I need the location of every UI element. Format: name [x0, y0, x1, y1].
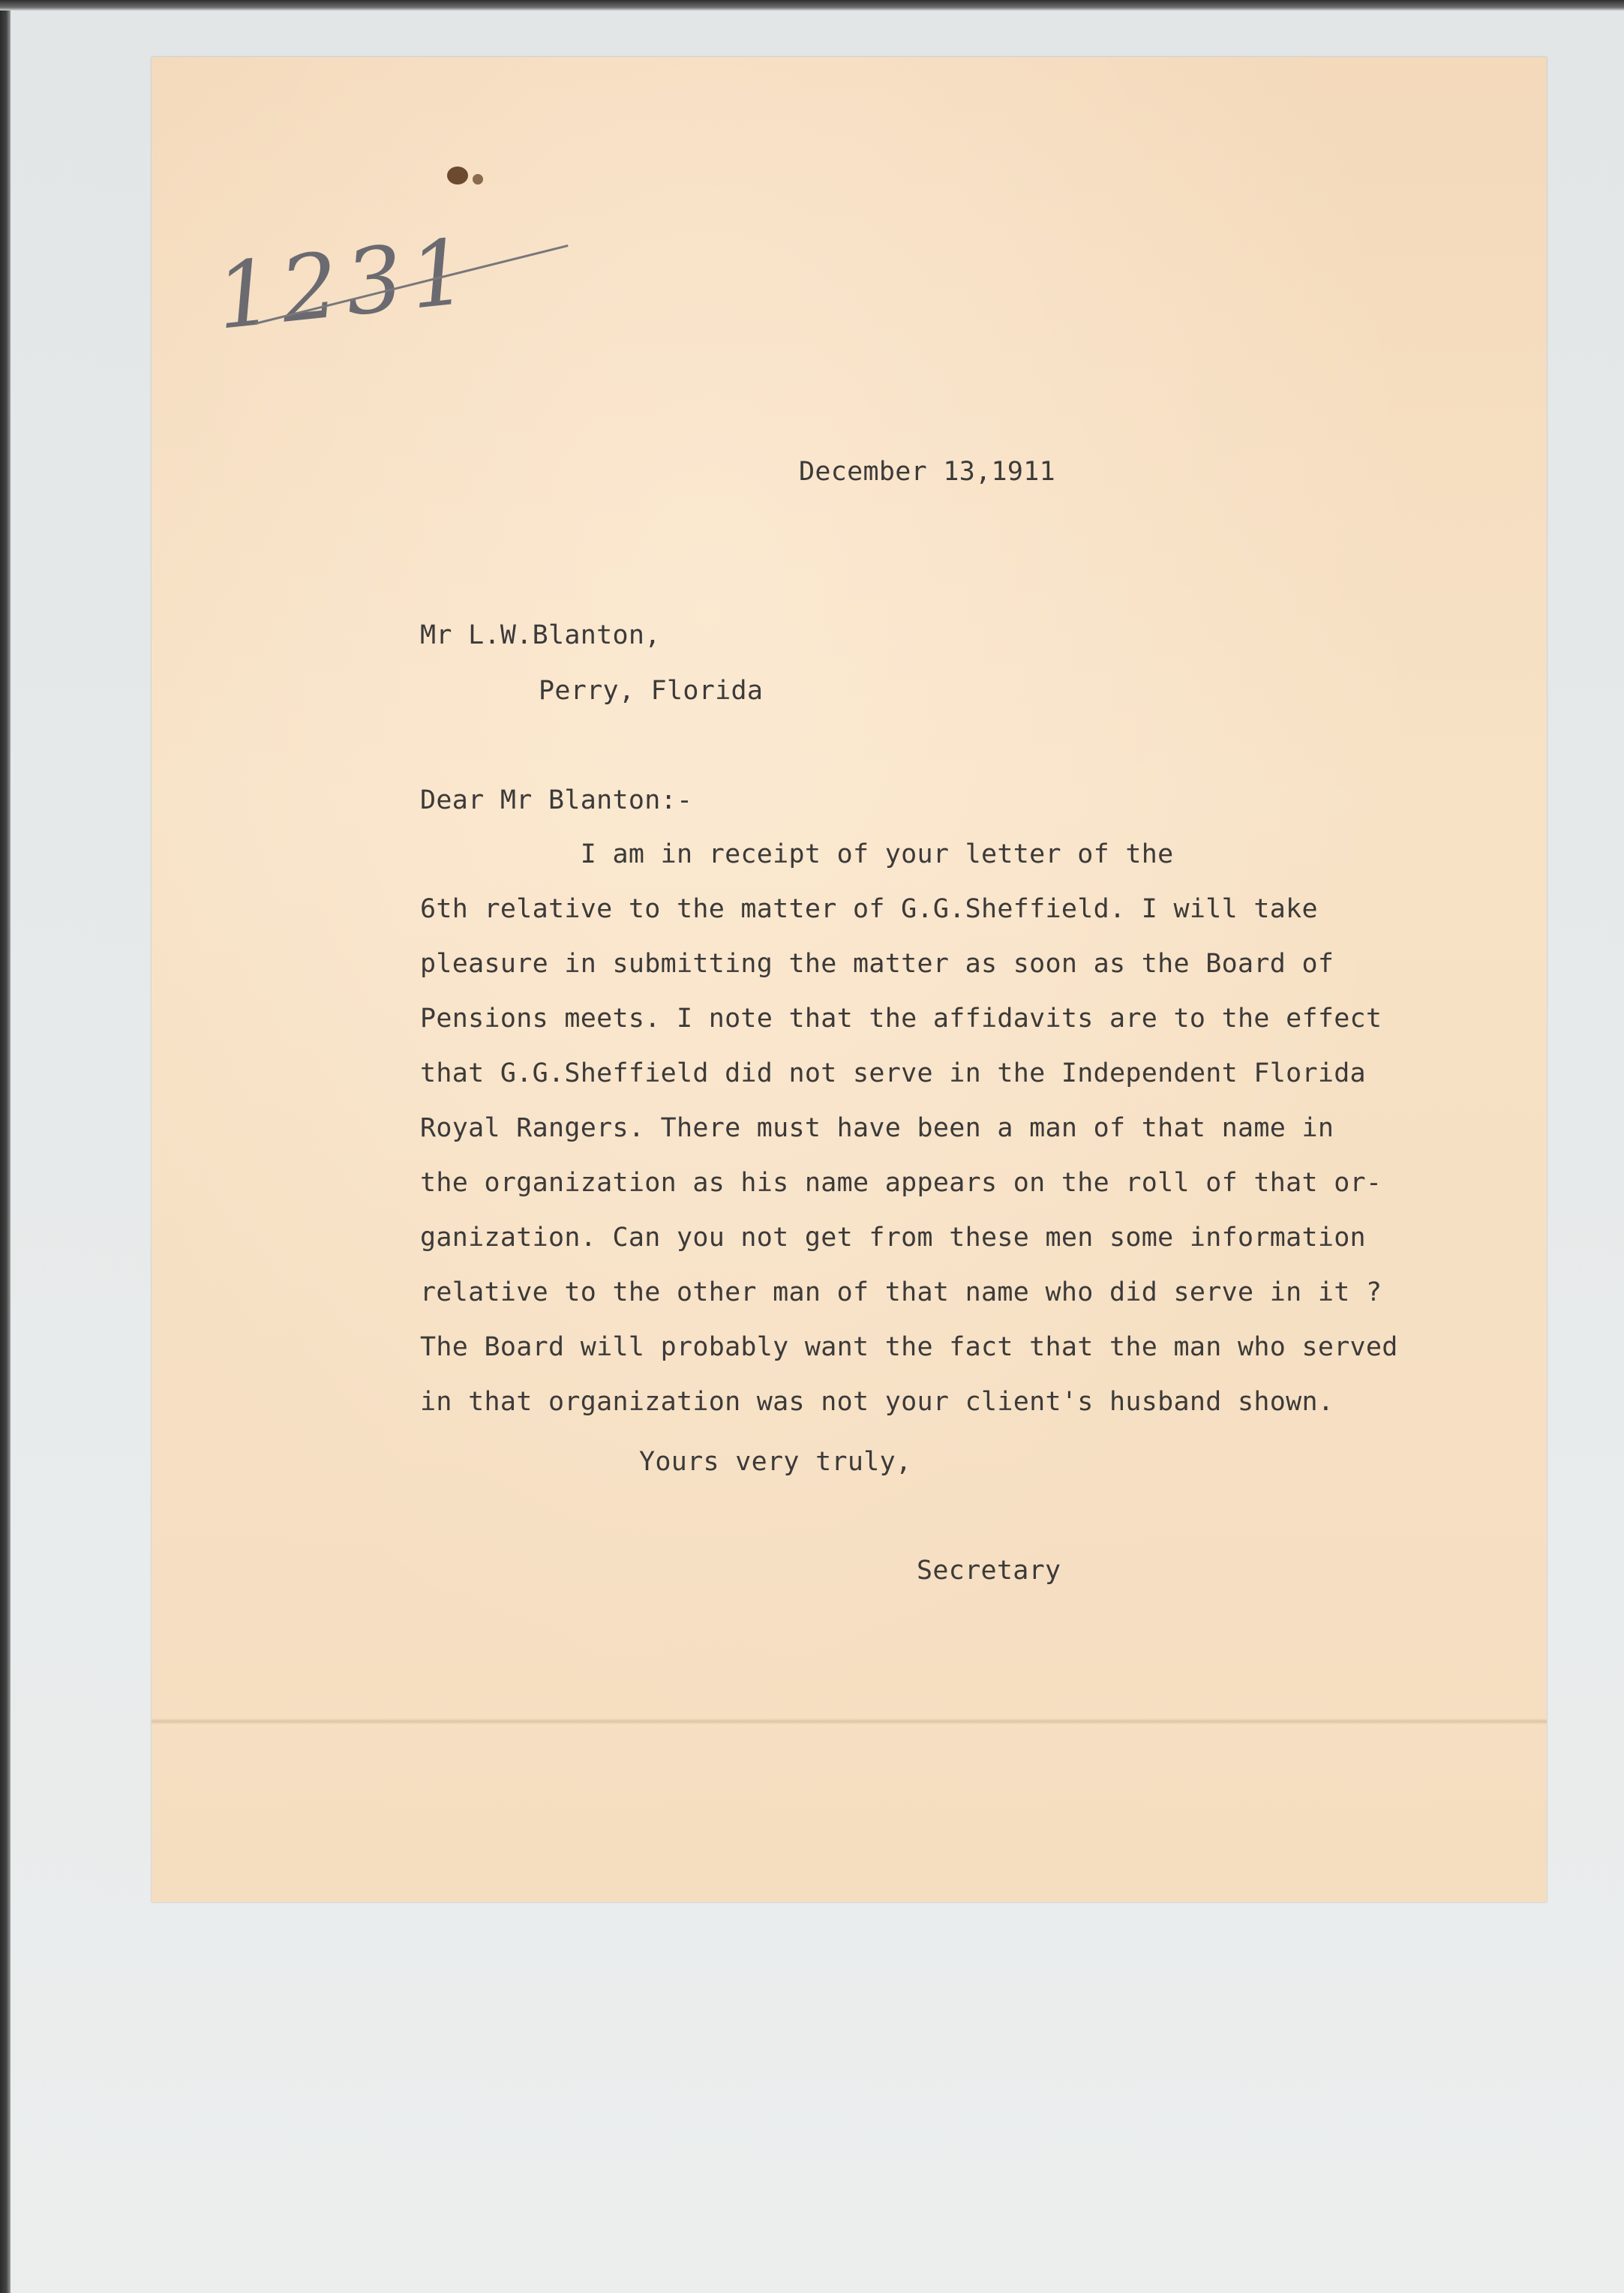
body-line: Royal Rangers. There must have been a man of that name in — [420, 1113, 1334, 1143]
body-line: that G.G.Sheffield did not serve in the Independent Florida — [420, 1058, 1366, 1088]
scan-top-edge — [0, 0, 1624, 11]
body-line: The Board will probably want the fact that the man who served — [420, 1332, 1398, 1362]
salutation: Dear Mr Blanton:- — [420, 785, 693, 815]
ink-stain-small — [473, 174, 483, 185]
body-line: relative to the other man of that name who did serve in it ? — [420, 1277, 1382, 1307]
body-line: I am in receipt of your letter of the — [420, 839, 1174, 869]
signature-title: Secretary — [917, 1556, 1061, 1586]
body-line: pleasure in submitting the matter as soon as the Board of — [420, 949, 1334, 979]
recipient-city: Perry, Florida — [539, 676, 764, 706]
body-line: 6th relative to the matter of G.G.Sheffield. I will take — [420, 894, 1318, 924]
letter-date: December 13,1911 — [799, 457, 1055, 487]
handwritten-file-number: 1231 — [211, 219, 480, 350]
body-line: ganization. Can you not get from these men some information — [420, 1223, 1366, 1253]
ink-stain — [447, 167, 468, 185]
closing: Yours very truly, — [639, 1447, 912, 1477]
body-line: in that organization was not your client's husband shown. — [420, 1387, 1334, 1417]
body-line: the organization as his name appears on the roll of that or- — [420, 1168, 1382, 1198]
scan-left-edge — [0, 0, 11, 2293]
paper-fold — [152, 1718, 1547, 1724]
body-line: Pensions meets. I note that the affidavits are to the effect — [420, 1004, 1382, 1034]
recipient-name: Mr L.W.Blanton, — [420, 620, 661, 650]
